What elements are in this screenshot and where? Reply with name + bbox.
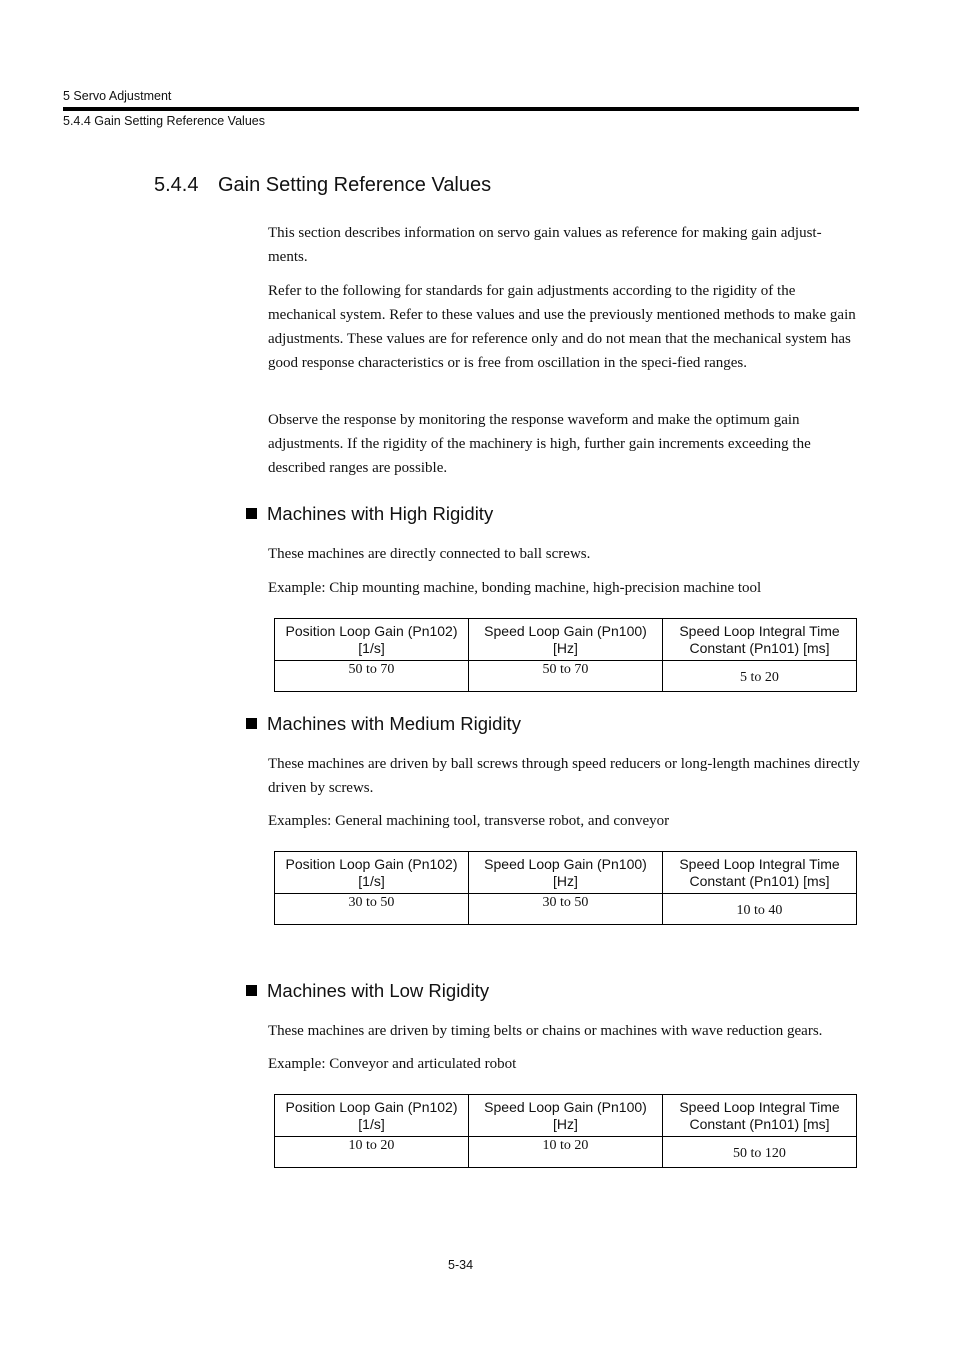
header-speed-loop-integral-time: Speed Loop Integral Time Constant (Pn101) [ms] bbox=[663, 852, 857, 894]
speed-loop-integral-time-value: 50 to 120 bbox=[663, 1137, 857, 1168]
header-rule bbox=[63, 107, 859, 111]
header-speed-loop-gain: Speed Loop Gain (Pn100) [Hz] bbox=[469, 1095, 663, 1137]
table-row bbox=[275, 894, 857, 925]
running-header-chapter: 5 Servo Adjustment bbox=[63, 89, 172, 103]
header-speed-loop-gain: Speed Loop Gain (Pn100) [Hz] bbox=[469, 852, 663, 894]
intro-paragraph: Observe the response by monitoring the response waveform and make the optimum gain adjustments. If the rigidity of the machinery is high, further gain increments exceeding the described ranges are possible. bbox=[268, 412, 811, 476]
section-title bbox=[154, 174, 491, 197]
position-loop-gain-value: 30 to 50 bbox=[275, 894, 469, 925]
subsection-description: These machines are driven by timing belts or chains or machines with wave reduction gears. bbox=[268, 1023, 823, 1039]
section-number: 5.4.4 bbox=[154, 174, 199, 196]
subsection-heading-medium-rigidity bbox=[246, 713, 521, 735]
gain-table-high-rigidity bbox=[274, 618, 857, 692]
position-loop-gain-value: 10 to 20 bbox=[275, 1137, 469, 1168]
subsection-description: These machines are directly connected to ball screws. bbox=[268, 546, 591, 562]
subsection-heading-high-rigidity bbox=[246, 503, 493, 525]
subsection-example: Example: Conveyor and articulated robot bbox=[268, 1056, 517, 1072]
header-position-loop-gain: Position Loop Gain (Pn102) [1/s] bbox=[275, 1095, 469, 1137]
speed-loop-integral-time-value: 5 to 20 bbox=[663, 661, 857, 692]
intro-paragraph: Refer to the following for standards for gain adjustments according to the rigidity of the mechanical system. Refer to these values and use the previously mentioned methods to make gain adjustments. These values are for reference only and do not mean that the mechanical system has good response characteristics or is free from oscillation in the speci-fied ranges. bbox=[268, 283, 856, 371]
gain-table-medium-rigidity bbox=[274, 851, 857, 925]
header-speed-loop-integral-time: Speed Loop Integral Time Constant (Pn101) [ms] bbox=[663, 619, 857, 661]
subsection-heading-text: Machines with Low Rigidity bbox=[267, 980, 490, 1001]
intro-paragraph: This section describes information on servo gain values as reference for making gain adjust-ments. bbox=[268, 225, 822, 265]
header-position-loop-gain: Position Loop Gain (Pn102) [1/s] bbox=[275, 619, 469, 661]
subsection-heading-text: Machines with High Rigidity bbox=[267, 503, 494, 524]
square-bullet-icon bbox=[246, 718, 257, 729]
header-speed-loop-gain: Speed Loop Gain (Pn100) [Hz] bbox=[469, 619, 663, 661]
table-row bbox=[275, 661, 857, 692]
table-header-row bbox=[275, 852, 857, 894]
subsection-heading-low-rigidity bbox=[246, 980, 489, 1002]
subsection-heading-text: Machines with Medium Rigidity bbox=[267, 713, 521, 734]
square-bullet-icon bbox=[246, 508, 257, 519]
subsection-example: Example: Chip mounting machine, bonding machine, high-precision machine tool bbox=[268, 580, 762, 596]
header-position-loop-gain: Position Loop Gain (Pn102) [1/s] bbox=[275, 852, 469, 894]
speed-loop-gain-value: 10 to 20 bbox=[469, 1137, 663, 1168]
header-speed-loop-integral-time: Speed Loop Integral Time Constant (Pn101) [ms] bbox=[663, 1095, 857, 1137]
speed-loop-gain-value: 30 to 50 bbox=[469, 894, 663, 925]
speed-loop-integral-time-value: 10 to 40 bbox=[663, 894, 857, 925]
table-header-row bbox=[275, 619, 857, 661]
page-number: 5-34 bbox=[448, 1258, 474, 1272]
position-loop-gain-value: 50 to 70 bbox=[275, 661, 469, 692]
table-header-row bbox=[275, 1095, 857, 1137]
speed-loop-gain-value: 50 to 70 bbox=[469, 661, 663, 692]
section-title-text: Gain Setting Reference Values bbox=[218, 174, 492, 196]
running-header-section: 5.4.4 Gain Setting Reference Values bbox=[63, 114, 265, 128]
table-row bbox=[275, 1137, 857, 1168]
square-bullet-icon bbox=[246, 985, 257, 996]
subsection-description: These machines are driven by ball screws through speed reducers or long-length machines directly driven by screws. bbox=[268, 756, 860, 796]
subsection-example: Examples: General machining tool, transverse robot, and conveyor bbox=[268, 813, 670, 829]
gain-table-low-rigidity bbox=[274, 1094, 857, 1168]
